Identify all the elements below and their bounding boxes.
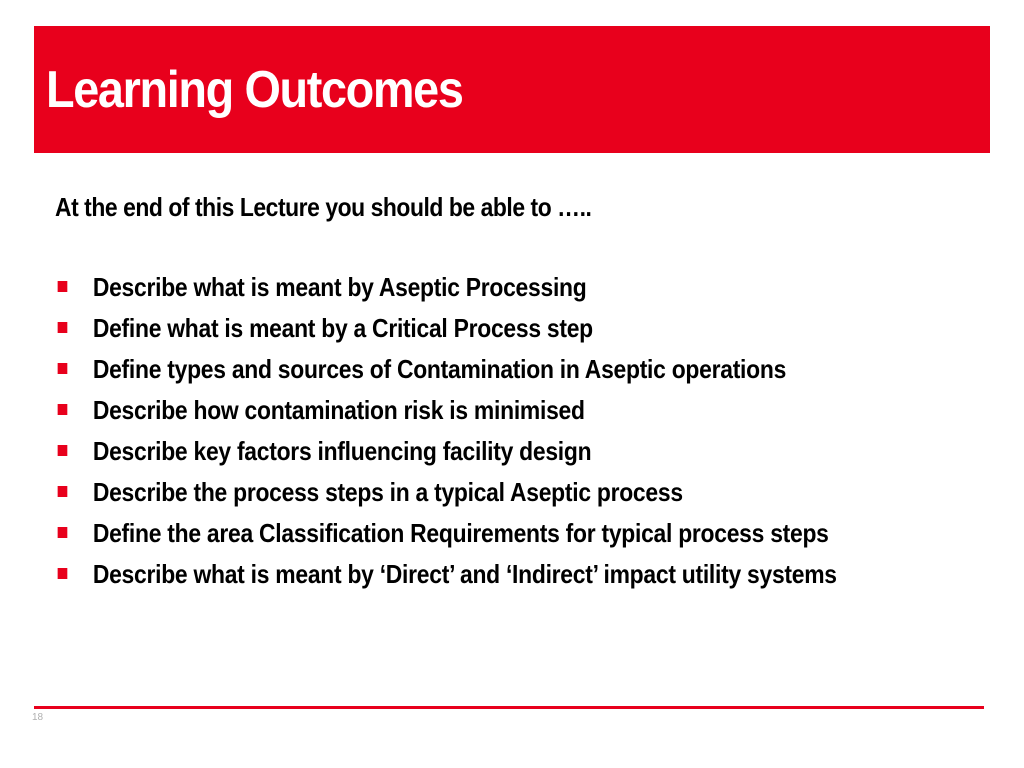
intro-text: At the end of this Lecture you should be able to ….. (55, 192, 592, 222)
square-bullet-icon (58, 568, 68, 579)
square-bullet-icon (58, 445, 68, 456)
list-item-text: Describe the process steps in a typical Aseptic process (92, 477, 683, 507)
list-item-text: Define what is meant by a Critical Process step (92, 313, 593, 343)
square-bullet-icon (58, 363, 68, 374)
list-item (55, 513, 935, 554)
title-banner (34, 26, 990, 153)
list-item (55, 554, 935, 595)
list-item-text: Define the area Classification Requirements for typical process steps (92, 518, 829, 548)
page-number: 18 (32, 712, 44, 723)
list-item (55, 472, 935, 513)
list-item (55, 267, 935, 308)
square-bullet-icon (58, 322, 68, 333)
list-item-text: Describe how contamination risk is minimised (92, 395, 585, 425)
learning-outcomes-list (55, 267, 935, 595)
list-item-text: Describe key factors influencing facility design (92, 436, 592, 466)
list-item-text: Describe what is meant by ‘Direct’ and ‘Indirect’ impact utility systems (92, 559, 837, 589)
square-bullet-icon (58, 281, 68, 292)
list-item-text: Describe what is meant by Aseptic Processing (92, 272, 587, 302)
list-item (55, 349, 935, 390)
list-item-text: Define types and sources of Contamination in Aseptic operations (92, 354, 787, 384)
footer-divider (34, 706, 984, 709)
list-item (55, 431, 935, 472)
square-bullet-icon (58, 486, 68, 497)
square-bullet-icon (58, 404, 68, 415)
square-bullet-icon (58, 527, 68, 538)
list-item (55, 308, 935, 349)
slide-title: Learning Outcomes (46, 61, 463, 119)
list-item (55, 390, 935, 431)
